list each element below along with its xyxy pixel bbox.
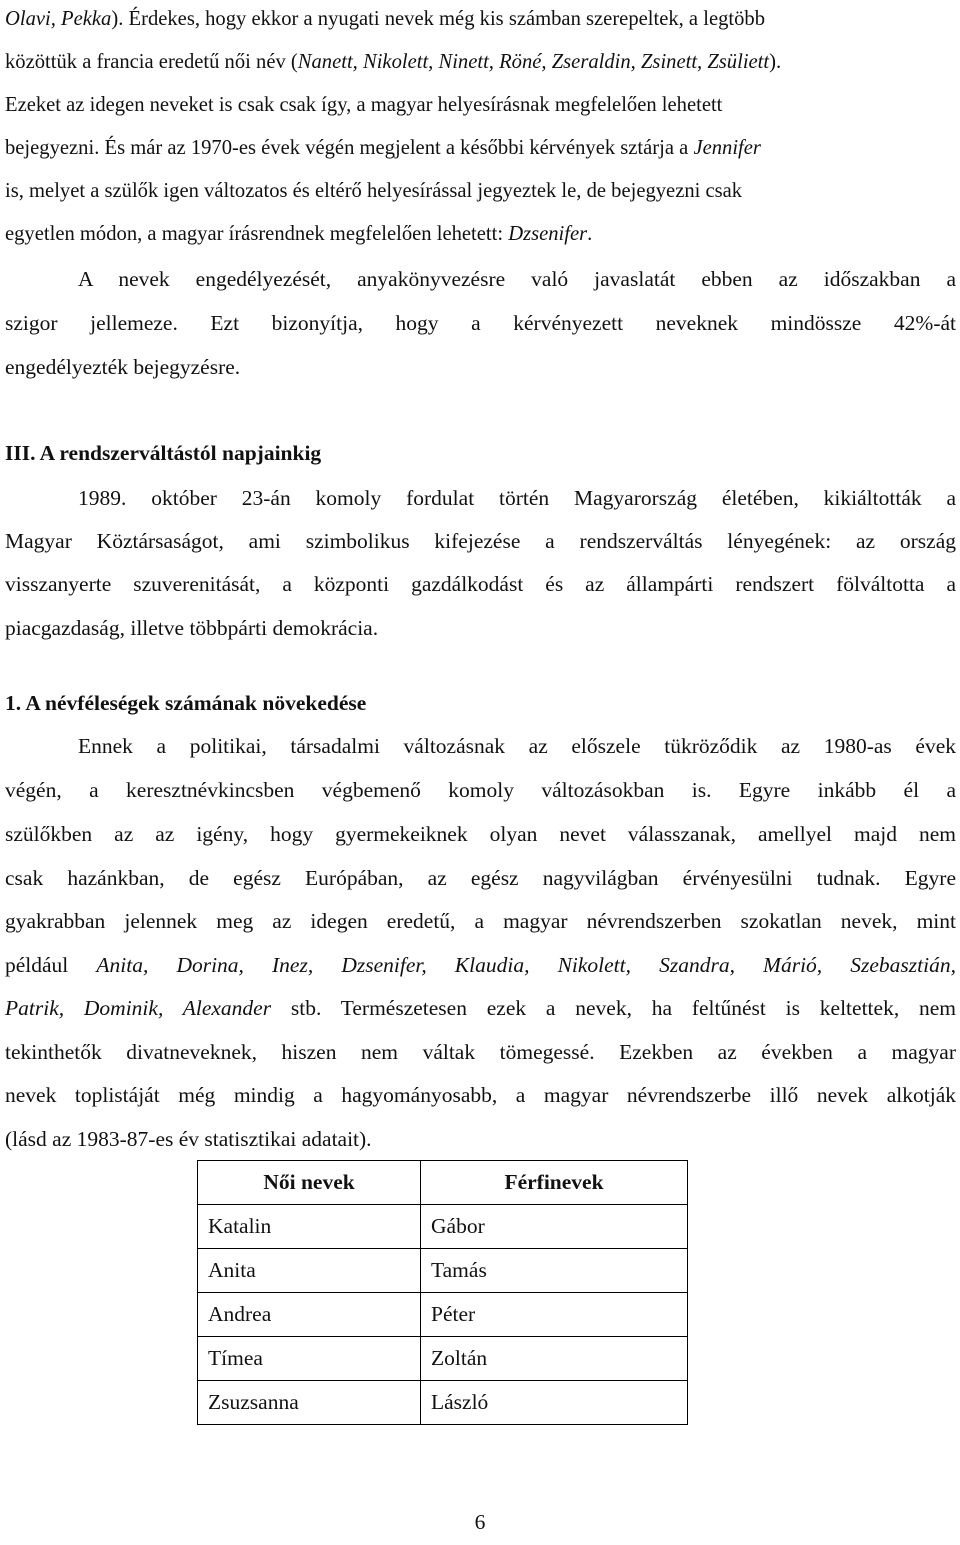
paragraph-line: visszanyerte szuverenitását, a központi gazdálkodást és az állampárti rendszert fölváltotta a <box>5 572 956 596</box>
table-cell: Anita <box>198 1249 421 1293</box>
table-cell: Gábor <box>421 1205 688 1249</box>
text-span: közöttük a francia eredetű női név ( <box>5 51 298 73</box>
text-span: egyetlen módon, a magyar írásrendnek megfelelően lehetett: <box>5 223 509 245</box>
paragraph-line: A nevek engedélyezését, anyakönyvezésre való javaslatát ebben az időszakban a <box>78 267 956 291</box>
text-span: például <box>5 953 97 977</box>
section-heading: III. A rendszerváltástól napjainkig <box>5 441 322 465</box>
text-span: stb. Természetesen ezek a nevek, ha feltűnést is keltettek, nem <box>271 996 956 1020</box>
paragraph-line: Ezeket az idegen neveket is csak csak így, a magyar helyesírásnak megfelelően lehetett <box>5 94 723 116</box>
paragraph-line: engedélyezték bejegyzésre. <box>5 355 241 379</box>
text-span: ). Érdekes, hogy ekkor a nyugati nevek még kis számban szerepeltek, a legtöbb <box>111 8 765 30</box>
table-header-row <box>198 1161 688 1205</box>
paragraph-line: gyakrabban jelennek meg az idegen eredetű, a magyar névrendszerben szokatlan nevek, mint <box>5 909 956 933</box>
page-number: 6 <box>474 1510 486 1534</box>
italic-names: Patrik, Dominik, Alexander <box>5 996 272 1020</box>
table-cell: Tímea <box>198 1337 421 1381</box>
paragraph-line: is, melyet a szülők igen változatos és eltérő helyesírással jegyeztek le, de bejegyezni csak <box>5 180 743 202</box>
paragraph-line <box>5 950 956 980</box>
paragraph-line: csak hazánkban, de egész Európában, az egész nagyvilágban érvényesülni tudnak. Egyre <box>5 866 956 890</box>
table-cell: Andrea <box>198 1293 421 1337</box>
table-cell: Zsuzsanna <box>198 1381 421 1425</box>
paragraph-line: nevek toplistáját még mindig a hagyományosabb, a magyar névrendszerbe illő nevek alkotják <box>5 1083 956 1107</box>
paragraph-line <box>5 47 956 77</box>
text-span: bejegyezni. És már az 1970-es évek végén megjelent a későbbi kérvények sztárja a <box>5 137 694 159</box>
table-cell: Zoltán <box>421 1337 688 1381</box>
paragraph-line: szigor jellemeze. Ezt bizonyítja, hogy a kérvényezett neveknek mindössze 42%-át <box>5 311 956 335</box>
italic-names: Olavi, Pekka <box>5 8 112 30</box>
text-span: ). <box>769 51 782 73</box>
table-cell: Katalin <box>198 1205 421 1249</box>
table-row <box>198 1381 688 1425</box>
paragraph-line <box>5 4 956 34</box>
column-header-female: Női nevek <box>198 1161 421 1205</box>
column-header-male: Férfinevek <box>421 1161 688 1205</box>
table-cell: Tamás <box>421 1249 688 1293</box>
italic-names: Nanett, Nikolett, Ninett, Röné, Zseraldin, Zsinett, Zsüliett <box>297 51 770 73</box>
paragraph-line: tekinthetők divatneveknek, hiszen nem váltak tömegessé. Ezekben az években a magyar <box>5 1040 956 1064</box>
paragraph-line <box>5 133 956 163</box>
table-cell: Péter <box>421 1293 688 1337</box>
paragraph-line: szülőkben az az igény, hogy gyermekeiknek olyan nevet válasszanak, amellyel majd nem <box>5 822 956 846</box>
text-span: . <box>587 223 593 245</box>
names-table <box>197 1160 688 1425</box>
paragraph-line: Magyar Köztársaságot, ami szimbolikus kifejezése a rendszerváltás lényegének: az ország <box>5 529 956 553</box>
table-row <box>198 1337 688 1381</box>
paragraph-line: végén, a keresztnévkincsben végbemenő komoly változásokban is. Egyre inkább él a <box>5 778 956 802</box>
paragraph-line: Ennek a politikai, társadalmi változásnak az előszele tükröződik az 1980-as évek <box>78 734 956 758</box>
table-row <box>198 1205 688 1249</box>
table-row <box>198 1293 688 1337</box>
paragraph-line: (lásd az 1983-87-es év statisztikai adatait). <box>5 1127 372 1151</box>
paragraph-line <box>5 219 956 249</box>
paragraph-line <box>5 993 956 1023</box>
paragraph-line: piacgazdaság, illetve többpárti demokrácia. <box>5 616 379 640</box>
italic-names: Jennifer <box>693 137 761 159</box>
subsection-heading: 1. A névféleségek számának növekedése <box>5 691 367 715</box>
italic-names: Dzsenifer <box>508 223 588 245</box>
italic-names: Anita, Dorina, Inez, Dzsenifer, Klaudia, Nikolett, Szandra, Márió, Szebasztián, <box>96 953 956 977</box>
table-cell: László <box>421 1381 688 1425</box>
paragraph-line: 1989. október 23-án komoly fordulat történ Magyarország életében, kikiáltották a <box>78 486 956 510</box>
table-row <box>198 1249 688 1293</box>
